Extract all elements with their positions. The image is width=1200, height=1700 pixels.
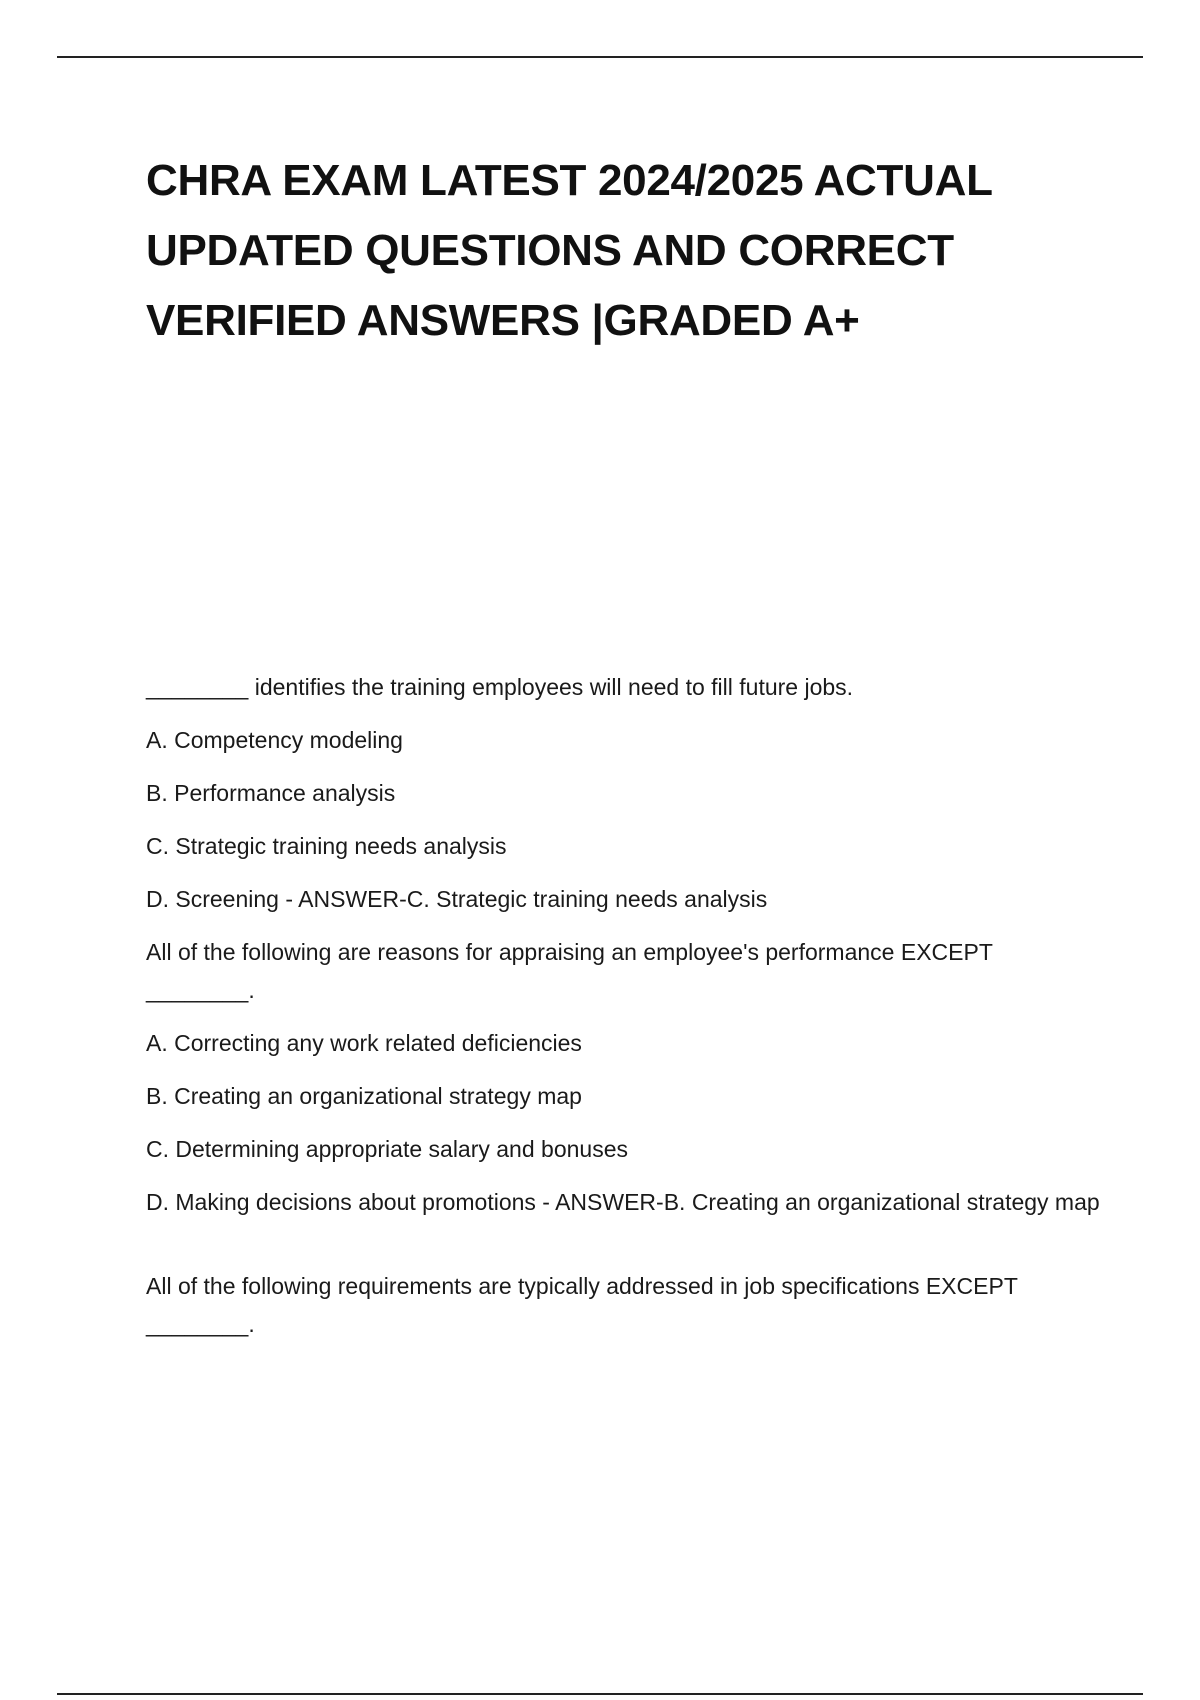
question-2-stem: All of the following are reasons for appraising an employee's performance EXCEPT ________. <box>146 939 993 1003</box>
question-1-option-c: C. Strategic training needs analysis <box>146 833 507 859</box>
title-line-1: CHRA EXAM LATEST 2024/2025 ACTUAL <box>146 156 993 205</box>
question-1-stem: ________ identifies the training employees will need to fill future jobs. <box>146 674 854 700</box>
bottom-divider <box>57 1693 1143 1695</box>
question-3-stem: All of the following requirements are typically addressed in job specifications EXCEPT ________. <box>146 1273 1018 1337</box>
question-2-option-a: A. Correcting any work related deficiencies <box>146 1030 582 1056</box>
question-2-option-b: B. Creating an organizational strategy map <box>146 1083 582 1109</box>
title-line-3: VERIFIED ANSWERS |GRADED A+ <box>146 296 860 345</box>
document-title <box>146 146 1106 356</box>
question-2-option-c: C. Determining appropriate salary and bonuses <box>146 1136 628 1162</box>
question-1-option-a: A. Competency modeling <box>146 727 403 753</box>
document-body <box>146 668 1106 1358</box>
top-divider <box>57 56 1143 58</box>
question-2-option-d-answer: D. Making decisions about promotions - ANSWER-B. Creating an organizational strategy map <box>146 1189 1100 1215</box>
question-1-option-d-answer: D. Screening - ANSWER-C. Strategic training needs analysis <box>146 886 768 912</box>
question-1-option-b: B. Performance analysis <box>146 780 396 806</box>
title-line-2: UPDATED QUESTIONS AND CORRECT <box>146 226 954 275</box>
